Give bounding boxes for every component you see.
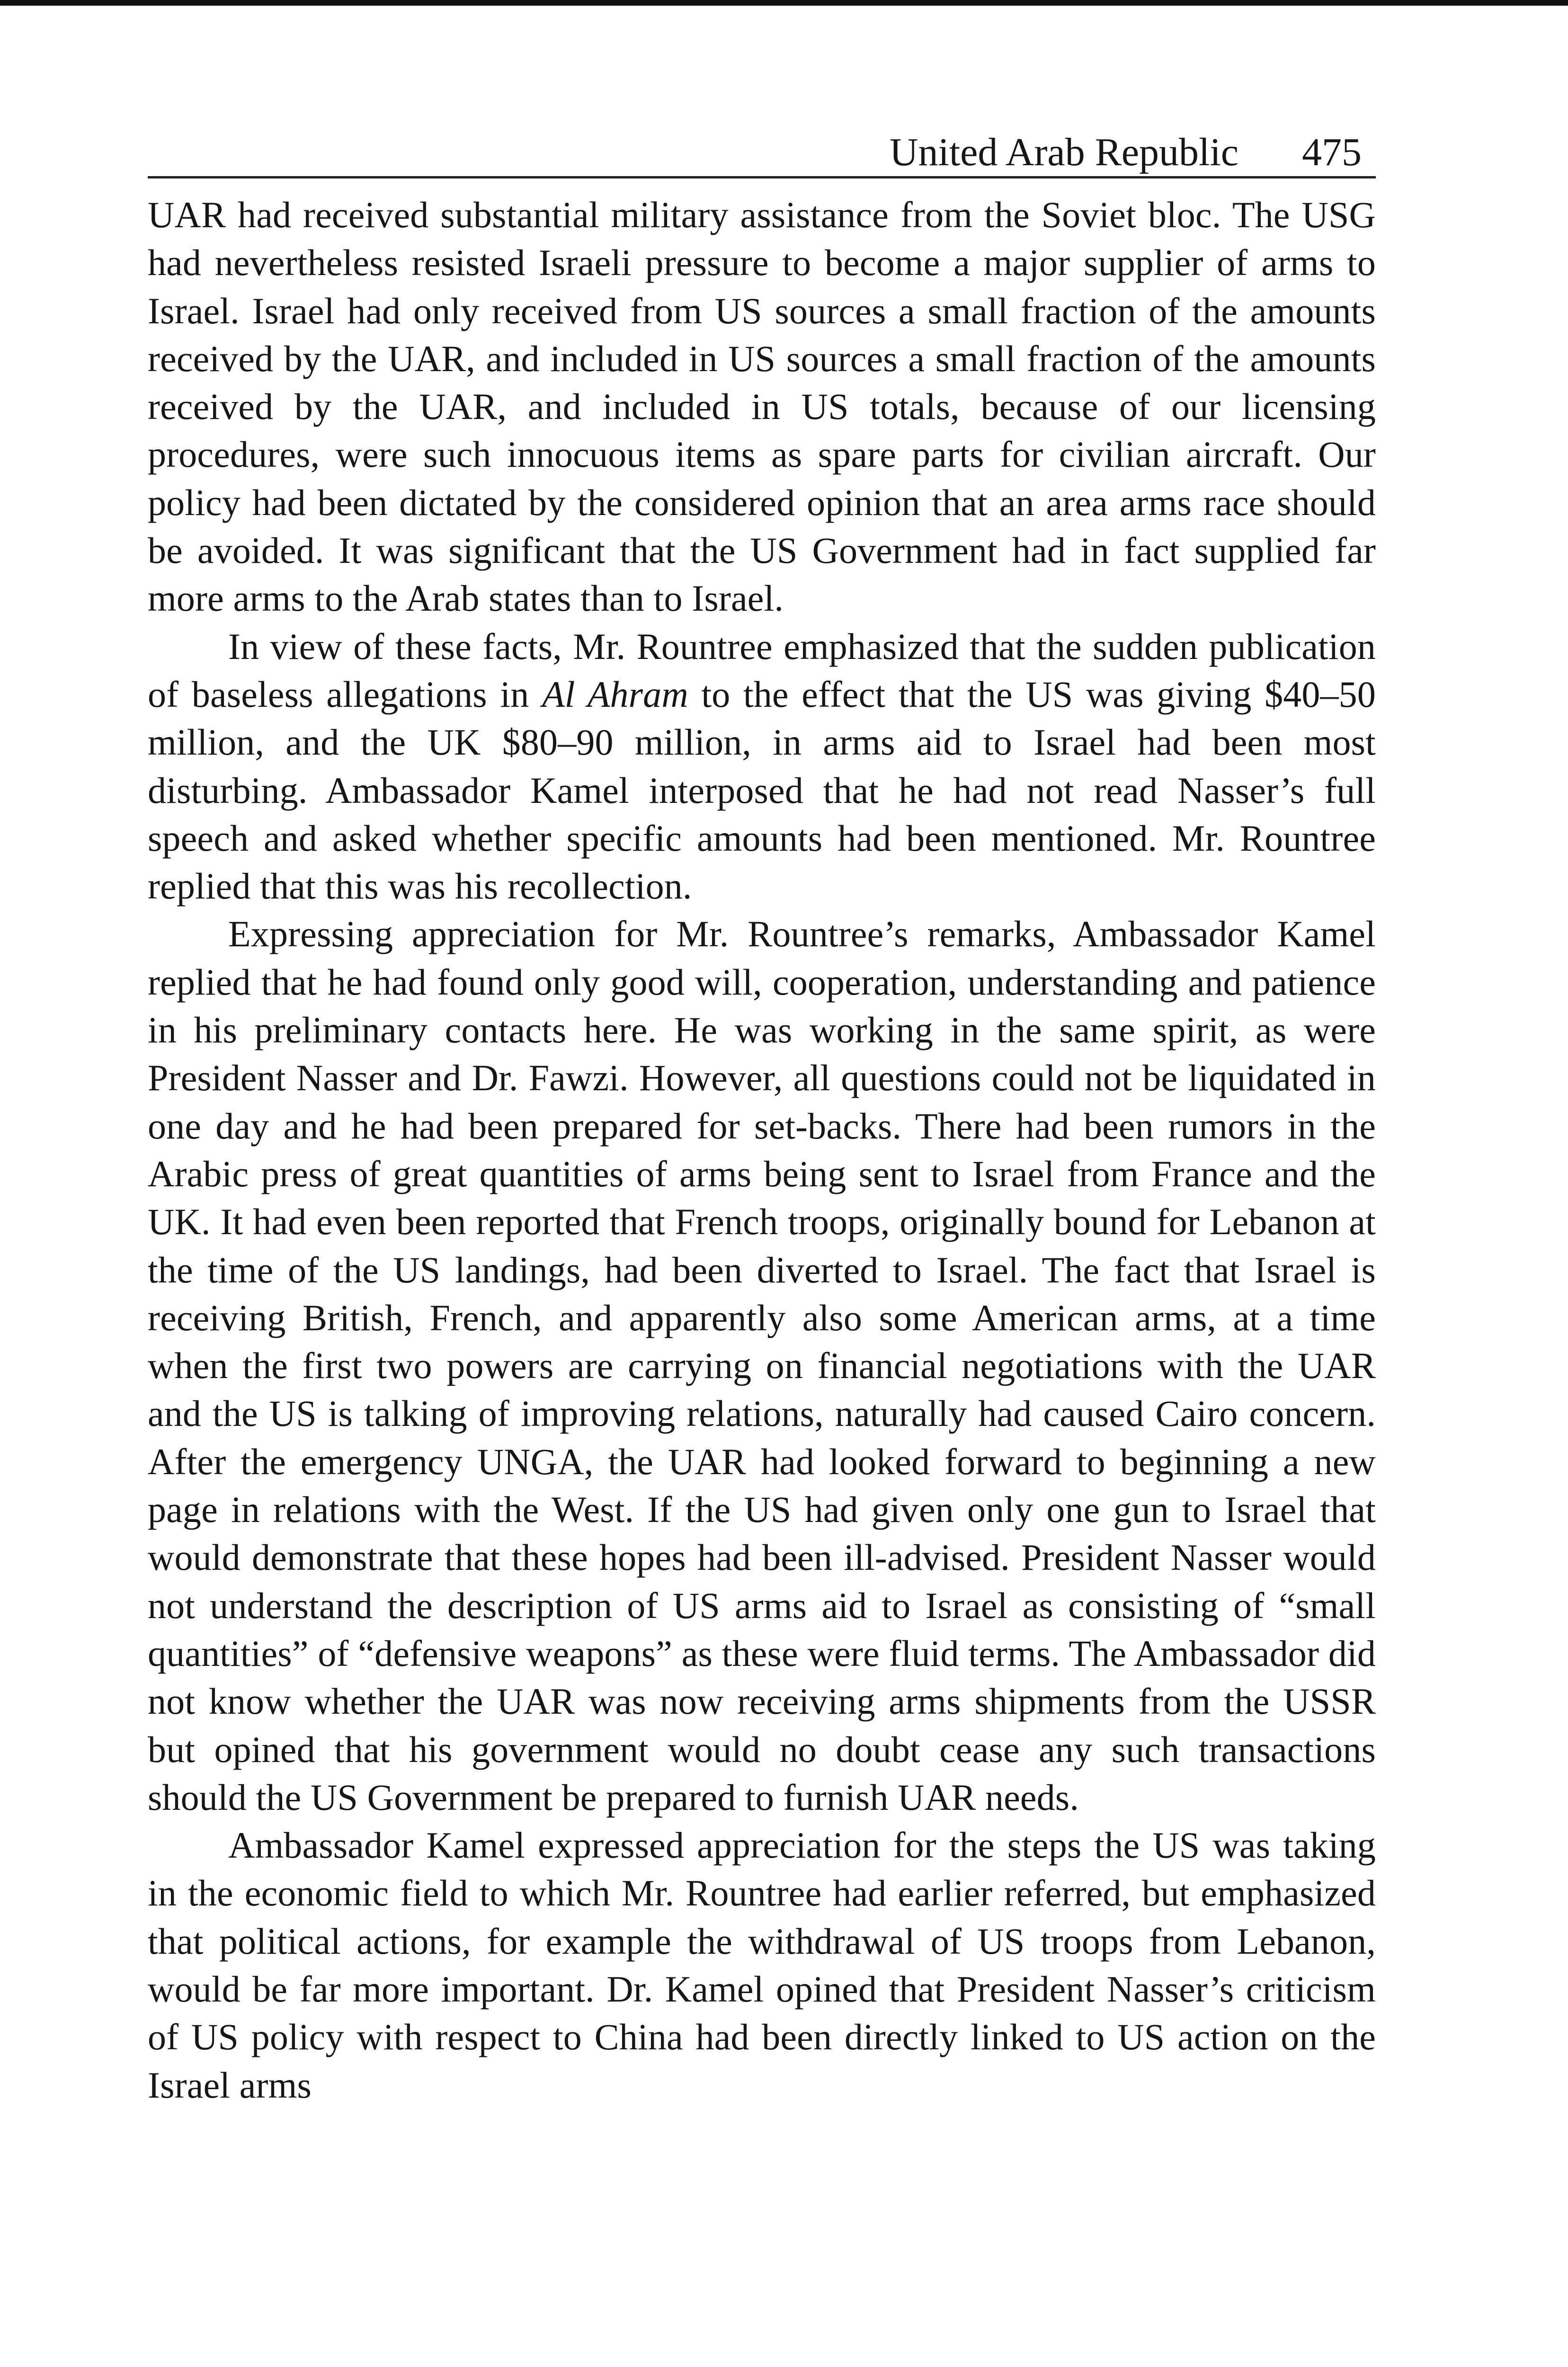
running-head-title: United Arab Republic [889, 130, 1238, 174]
body-text [148, 191, 1376, 2109]
paragraph [148, 910, 1376, 1821]
book-page [148, 118, 1376, 2109]
paragraph [148, 191, 1376, 623]
text-run: Expressing appreciation for Mr. Rountree’s remarks, Ambassador Kamel replied that he had found only good will, cooperation, understanding and patience in his preliminary contacts here. He was working in the same spirit, as were President Nasser and Dr. Fawzi. However, all questions could not be liquidated in one day and he had been prepared for set-backs. There had been rumors in the Arabic press of great quantities of arms being sent to Israel from France and the UK. It had even been reported that French troops, originally bound for Lebanon at the time of the US landings, had been diverted to Israel. The fact that Israel is receiving British, French, and apparently also some American arms, at a time when the first two powers are carrying on financial negotiations with the UAR and the US is talking of improving relations, naturally had caused Cairo concern. After the emergency UNGA, the UAR had looked forward to beginning a new page in relations with the West. If the US had given only one gun to Israel that would demonstrate that these hopes had been ill-advised. President Nasser would not understand the description of US arms aid to Israel as consisting of “small quantities” of “defensive weapons” as these were fluid terms. The Ambassador did not know whether the UAR was now receiving arms shipments from the USSR but opined that his government would no doubt cease any such transactions should the US Government be prepared to furnish UAR needs. [148, 913, 1376, 1818]
text-run: In view of these facts, Mr. Rountree emphasized that the sudden publication of baseless allegations in [148, 625, 1376, 715]
italic-text-run: Al Ahram [542, 673, 688, 715]
page-number: 475 [1302, 130, 1362, 174]
text-run: Ambassador Kamel expressed appreciation for the steps the US was taking in the economic field to which Mr. Rountree had earlier referred, but emphasized that political actions, for example the withdrawal of US troops from Lebanon, would be far more important. Dr. Kamel opined that President Nasser’s criticism of US policy with respect to China had been directly linked to US action on the Israel arms [148, 1824, 1376, 2106]
running-head [148, 118, 1376, 178]
top-edge-rule [0, 0, 1568, 6]
text-run: UAR had received substantial military assistance from the Soviet bloc. The USG had nevertheless resisted Israeli pressure to become a major supplier of arms to Israel. Israel had only received from US sources a small fraction of the amounts received by the UAR, and included in US sources a small fraction of the amounts received by the UAR, and included in US totals, because of our licensing procedures, were such innocuous items as spare parts for civilian aircraft. Our policy had been dictated by the considered opinion that an area arms race should be avoided. It was significant that the US Government had in fact supplied far more arms to the Arab states than to Israel. [148, 194, 1376, 619]
text-run: to the effect that the US was giving $40–50 million, and the UK $80–90 million, in arms aid to Israel had been most disturbing. Ambassador Kamel interposed that he had not read Nasser’s full speech and asked whether specific amounts had been mentioned. Mr. Rountree replied that this was his recollection. [148, 673, 1376, 907]
paragraph [148, 1821, 1376, 2109]
paragraph [148, 623, 1376, 910]
